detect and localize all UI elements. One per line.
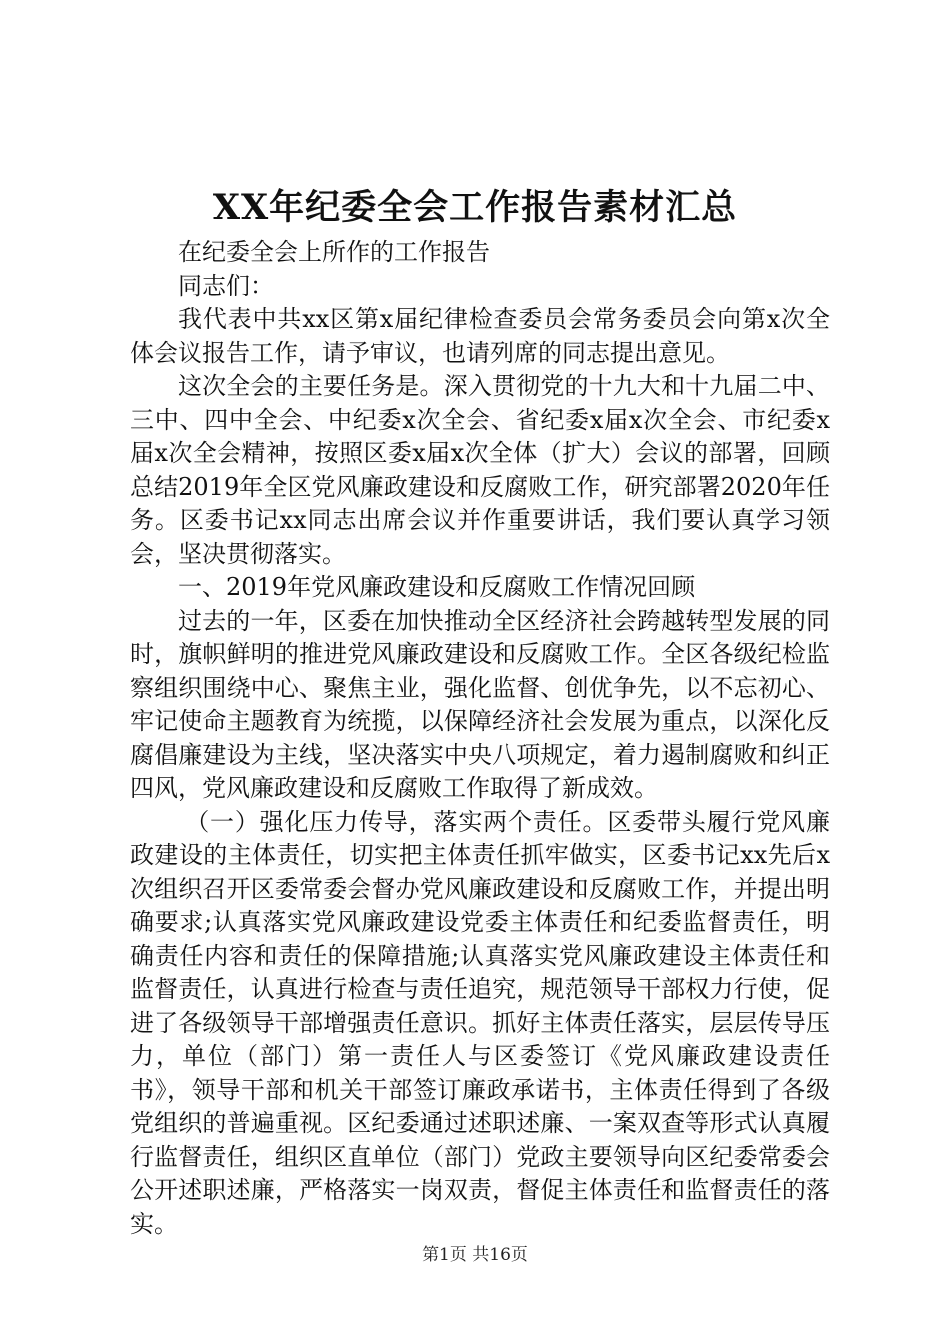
document-body — [130, 236, 830, 1241]
section-heading-review: 一、2019年党风廉政建设和反腐败工作情况回顾 — [178, 573, 696, 601]
paragraph-salutation: 同志们： — [178, 271, 274, 300]
document-title: XX年纪委全会工作报告素材汇总 — [212, 187, 738, 228]
paragraph-main-task: 这次全会的主要任务是。深入贯彻党的十九大和十九届二中、三中、四中全会、中纪委x次全会、省纪委x届x次全会、市纪委x届x次全会精神，按照区委x届x次全体（扩大）会议的部署，回顾总结2019年全区党风廉政建设和反腐败工作，研究部署2020年任务。区委书记xx同志出席会议并作重要讲话，我们要认真学习领会，坚决贯彻落实。 — [130, 372, 830, 568]
page-footer: 第1页 共16页 — [422, 1245, 528, 1265]
paragraph-responsibility: （一）强化压力传导，落实两个责任。区委带头履行党风廉政建设的主体责任，切实把主体责任抓牢做实，区委书记xx先后x次组织召开区委常委会督办党风廉政建设和反腐败工作，并提出明确要求;认真落实党风廉政建设党委主体责任和纪委监督责任，明确责任内容和责任的保障措施;认真落实党风廉政建设主体责任和监督责任，认真进行检查与责任追究，规范领导干部权力行使，促进了各级领导干部增强责任意识。抓好主体责任落实，层层传导压力，单位（部门）第一责任人与区委签订《党风廉政建设责任书》，领导干部和机关干部签订廉政承诺书，主体责任得到了各级党组织的普遍重视。区纪委通过述职述廉、一案双查等形式认真履行监督责任，组织区直单位（部门）党政主要领导向区纪委常委会公开述职述廉，严格落实一岗双责，督促主体责任和监督责任的落实。 — [130, 807, 830, 1238]
paragraph-report-intro: 我代表中共xx区第x届纪律检查委员会常务委员会向第x次全体会议报告工作，请予审议，也请列席的同志提出意见。 — [130, 305, 830, 367]
paragraph-subtitle: 在纪委全会上所作的工作报告 — [178, 238, 490, 266]
paragraph-past-year: 过去的一年，区委在加快推动全区经济社会跨越转型发展的同时，旗帜鲜明的推进党风廉政建设和反腐败工作。全区各级纪检监察组织围绕中心、聚焦主业，强化监督、创优争先，以不忘初心、牢记使命主题教育为统揽，以保障经济社会发展为重点，以深化反腐倡廉建设为主线，坚决落实中央八项规定，着力遏制腐败和纠正四风，党风廉政建设和反腐败工作取得了新成效。 — [130, 606, 830, 802]
